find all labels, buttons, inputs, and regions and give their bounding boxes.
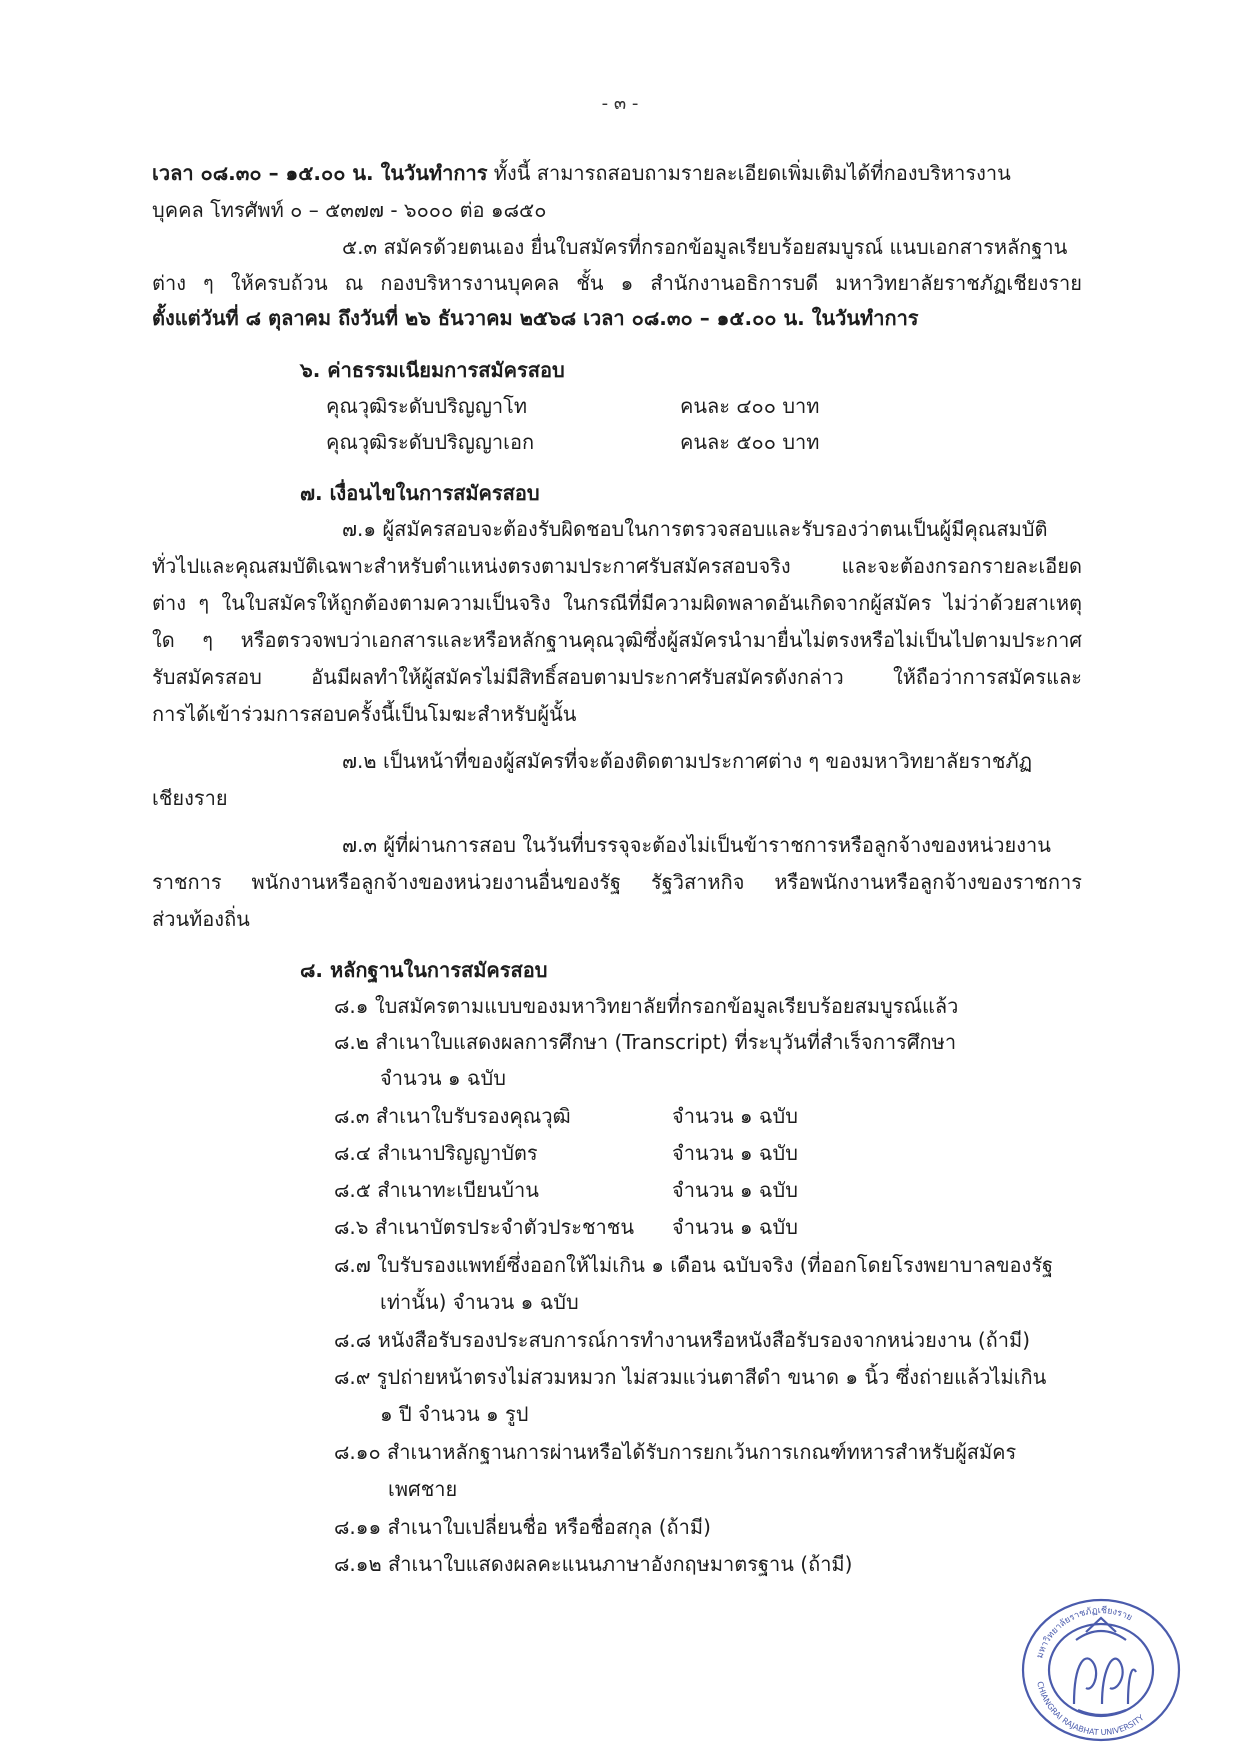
intro-time-bold: เวลา ๐๘.๓๐ – ๑๕.๐๐ น. ในวันทำการ [152,161,488,185]
s5-3-line-3: ตั้งแต่วันที่ ๘ ตุลาคม ถึงวันที่ ๒๖ ธันวาคม ๒๕๖๘ เวลา ๐๘.๓๐ – ๑๕.๐๐ น. ในวันทำการ [152,306,919,330]
s7-1-line-6: การได้เข้าร่วมการสอบครั้งนี้เป็นโมฆะสำหรับผู้นั้น [152,702,577,726]
s8-item-8: ๘.๘ หนังสือรับรองประสบการณ์การทำงานหรือหนังสือรับรองจากหน่วยงาน (ถ้ามี) [334,1328,1031,1352]
s8-item-12: ๘.๑๒ สำเนาใบแสดงผลคะแนนภาษาอังกฤษมาตรฐาน (ถ้ามี) [334,1552,853,1576]
s8-item-11: ๘.๑๑ สำเนาใบเปลี่ยนชื่อ หรือชื่อสกุล (ถ้ามี) [334,1515,711,1539]
s8-copy-row [334,1101,798,1131]
section-8-heading: ๘. หลักฐานในการสมัครสอบ [300,958,548,982]
fee-row-master [326,391,820,421]
s5-3-line-1: ๕.๓ สมัครด้วยตนเอง ยื่นใบสมัครที่กรอกข้อมูลเรียบร้อยสมบูรณ์ แนบเอกสารหลักฐาน [342,235,1068,259]
s7-1-line-1: ๗.๑ ผู้สมัครสอบจะต้องรับผิดชอบในการตรวจสอบและรับรองว่าตนเป็นผู้มีคุณสมบัติ [342,517,1048,541]
copy-qty: จำนวน ๑ ฉบับ [672,1104,798,1128]
fee-row-doctoral [326,427,820,457]
seal-text-top: มหาวิทยาลัยราชภัฏเชียงราย [1035,1605,1134,1660]
seal-text-bottom: CHIANGRAI RAJABHAT UNIVERSITY [1035,1680,1146,1738]
s8-item-10-cont: เพศชาย [388,1477,458,1501]
copy-qty: จำนวน ๑ ฉบับ [672,1178,798,1202]
s8-item-1: ๘.๑ ใบสมัครตามแบบของมหาวิทยาลัยที่กรอกข้อมูลเรียบร้อยสมบูรณ์แล้ว [334,994,959,1018]
s8-item-2: ๘.๒ สำเนาใบแสดงผลการศึกษา (Transcript) ที่ระบุวันที่สำเร็จการศึกษา [334,1030,957,1054]
s7-2-line-1: ๗.๒ เป็นหน้าที่ของผู้สมัครที่จะต้องติดตามประกาศต่าง ๆ ของมหาวิทยาลัยราชภัฏ [342,749,1033,773]
s5-3-line-2: ต่าง ๆ ให้ครบถ้วน ณ กองบริหารงานบุคคล ชั้น ๑ สำนักงานอธิการบดี มหาวิทยาลัยราชภัฏเชียงราย [152,271,1082,295]
fee-amount: คนละ ๕๐๐ บาท [680,430,820,454]
copy-label: ๘.๖ สำเนาบัตรประจำตัวประชาชน [334,1215,635,1239]
svg-text:มหาวิทยาลัยราชภัฏเชียงราย [1035,1605,1134,1660]
fee-amount: คนละ ๔๐๐ บาท [680,394,820,418]
fee-label: คุณวุฒิระดับปริญญาเอก [326,430,535,454]
copy-qty: จำนวน ๑ ฉบับ [672,1215,798,1239]
s7-3-line-3: ส่วนท้องถิ่น [152,907,250,931]
s8-item-7-cont: เท่านั้น) จำนวน ๑ ฉบับ [380,1290,579,1314]
s8-copy-row [334,1138,798,1168]
intro-contact-text: ทั้งนี้ สามารถสอบถามรายละเอียดเพิ่มเติมได้ที่กองบริหารงาน [487,161,1011,185]
s7-1-line-4: ใด ๆ หรือตรวจพบว่าเอกสารและหรือหลักฐานคุณวุฒิซึ่งผู้สมัครนำมายื่นไม่ตรงหรือไม่เป็นไปตามประกาศ [152,628,1082,652]
intro-line-1 [152,158,1011,188]
section-7-heading: ๗. เงื่อนไขในการสมัครสอบ [300,481,540,505]
s8-copy-row [334,1175,798,1205]
copy-qty: จำนวน ๑ ฉบับ [672,1141,798,1165]
university-seal-stamp [1016,1592,1186,1742]
s8-item-7: ๘.๗ ใบรับรองแพทย์ซึ่งออกให้ไม่เกิน ๑ เดือน ฉบับจริง (ที่ออกโดยโรงพยาบาลของรัฐ [334,1253,1054,1277]
s8-item-9: ๘.๙ รูปถ่ายหน้าตรงไม่สวมหมวก ไม่สวมแว่นตาสีดำ ขนาด ๑ นิ้ว ซึ่งถ่ายแล้วไม่เกิน [334,1365,1047,1389]
page-number: - ๓ - [601,93,639,114]
copy-label: ๘.๓ สำเนาใบรับรองคุณวุฒิ [334,1104,571,1128]
s7-1-line-2: ทั่วไปและคุณสมบัติเฉพาะสำหรับตำแหน่งตรงตามประกาศรับสมัครสอบจริง และจะต้องกรอกรายละเอียด [152,554,1082,578]
s7-3-line-1: ๗.๓ ผู้ที่ผ่านการสอบ ในวันที่บรรจุจะต้องไม่เป็นข้าราชการหรือลูกจ้างของหน่วยงาน [342,833,1051,857]
s7-1-line-5: รับสมัครสอบ อันมีผลทำให้ผู้สมัครไม่มีสิทธิ์สอบตามประกาศรับสมัครดังกล่าว ให้ถือว่าการสมัครและ [152,665,1082,689]
section-6-heading: ๖. ค่าธรรมเนียมการสมัครสอบ [300,358,565,382]
s7-3-line-2: ราชการ พนักงานหรือลูกจ้างของหน่วยงานอื่นของรัฐ รัฐวิสาหกิจ หรือพนักงานหรือลูกจ้างของราชการ [152,870,1082,894]
fee-label: คุณวุฒิระดับปริญญาโท [326,394,528,418]
copy-label: ๘.๔ สำเนาปริญญาบัตร [334,1141,538,1165]
s8-item-10: ๘.๑๐ สำเนาหลักฐานการผ่านหรือได้รับการยกเว้นการเกณฑ์ทหารสำหรับผู้สมัคร [334,1440,1017,1464]
intro-line-2: บุคคล โทรศัพท์ ๐ – ๕๓๗๗ - ๖๐๐๐ ต่อ ๑๘๕๐ [152,198,547,222]
copy-label: ๘.๕ สำเนาทะเบียนบ้าน [334,1178,539,1202]
s8-item-9-cont: ๑ ปี จำนวน ๑ รูป [380,1402,529,1426]
s8-copy-row [334,1212,798,1242]
s7-2-line-2: เชียงราย [152,786,228,810]
s7-1-line-3: ต่าง ๆ ในใบสมัครให้ถูกต้องตามความเป็นจริง ในกรณีที่มีความผิดพลาดอันเกิดจากผู้สมัคร ไม่ว่าด้วยสาเหตุ [152,591,1082,615]
s8-item-2-cont: จำนวน ๑ ฉบับ [380,1066,506,1090]
